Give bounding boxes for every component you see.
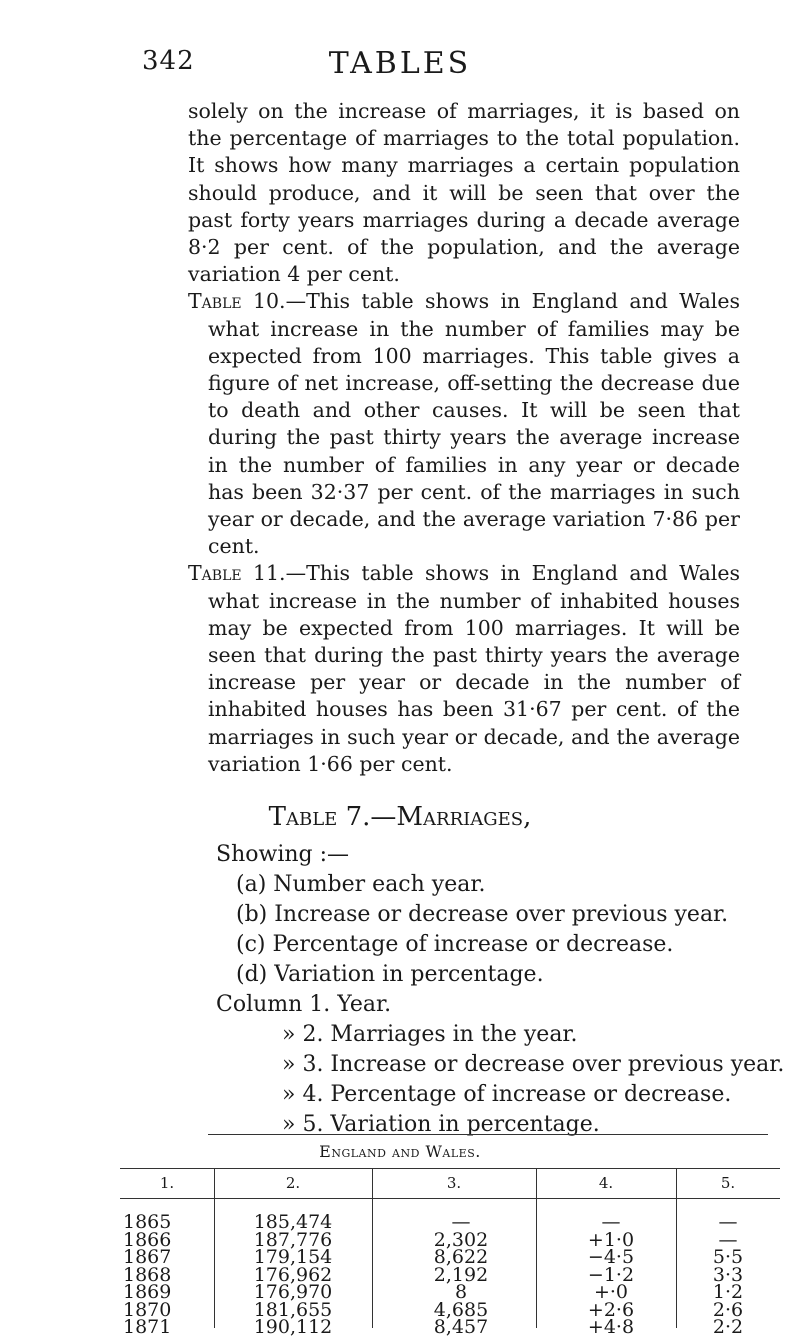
table-cell: 1870	[123, 1298, 172, 1321]
showing-item: (d) Variation in percentage.	[236, 962, 544, 987]
table-10-text: —This table shows in England and Wales what increase in the number of families may be expected from 100 marriages. This table gives a figure of net increase, off-setting the decrease due to death and other causes. It will be seen that during the past thirty years the average increase in the number of families in any year or decade has been 32·37 per cent. of the marriages in such year or decade, and the average variation 7·86 per cent.	[208, 289, 740, 559]
table-description	[216, 840, 785, 1140]
showing-item: (a) Number each year.	[236, 872, 486, 897]
table-11-label: Table 11.	[188, 561, 286, 586]
table-cell: 187,776	[253, 1228, 333, 1251]
column-header: 5.	[720, 1174, 736, 1192]
column-divider	[214, 1168, 215, 1328]
table-cell: 8,457	[433, 1316, 489, 1338]
table-cell: 179,154	[253, 1246, 333, 1268]
table-11-text: —This table shows in England and Wales what increase in the number of inhabited houses may be expected from 100 marriages. It will be seen that during the past thirty years the average increase per year or decade in the number of inhabited houses has been 31·67 per cent. of the marriages in such year or decade, and the average variation 1·66 per cent.	[208, 561, 740, 776]
increase-column	[396, 1211, 526, 1338]
table-cell: +4·8	[587, 1316, 635, 1338]
column-divider	[536, 1168, 537, 1328]
header-bottom-rule	[120, 1198, 780, 1199]
year-column	[123, 1211, 183, 1338]
column-header: 4.	[598, 1174, 614, 1192]
table-cell: 176,970	[253, 1281, 333, 1303]
table-cell: 190,112	[253, 1316, 333, 1338]
showing-item: (b) Increase or decrease over previous year.	[236, 902, 729, 927]
column-header: 1.	[159, 1174, 175, 1192]
percentage-column	[556, 1211, 666, 1338]
page-number: 342	[142, 46, 195, 76]
table-cell: 181,655	[253, 1298, 333, 1321]
table-10-label: Table 10.	[188, 289, 286, 314]
table-cell: 1865	[123, 1211, 172, 1233]
body-text	[188, 98, 740, 778]
table-cell: —	[601, 1211, 621, 1233]
table-cell: 2·6	[712, 1298, 744, 1321]
column-desc: » 3. Increase or decrease over previous year.	[282, 1052, 785, 1077]
marriages-column	[238, 1211, 348, 1338]
column-desc: » 4. Percentage of increase or decrease.	[282, 1082, 732, 1107]
table-cell: 2,192	[433, 1263, 489, 1286]
table-cell: 8,622	[433, 1246, 489, 1268]
paragraph-table-11	[188, 560, 740, 778]
table-cell: 1·2	[712, 1281, 744, 1303]
table-cell: 2·2	[712, 1316, 744, 1338]
column-header: 2.	[285, 1174, 301, 1192]
table-cell: 1869	[123, 1281, 172, 1303]
table-region: England and Wales.	[319, 1142, 481, 1161]
table-cell: 1868	[123, 1263, 172, 1286]
table-cell: —	[718, 1211, 738, 1233]
table-cell: 2,302	[433, 1228, 489, 1251]
table-cell: —	[451, 1211, 471, 1233]
showing-item: (c) Percentage of increase or decrease.	[236, 932, 674, 957]
table-cell: +·0	[593, 1281, 629, 1303]
table-cell: 3·3	[712, 1263, 744, 1286]
table-cell: −1·2	[587, 1263, 635, 1286]
paragraph-table-10	[188, 288, 740, 560]
table-top-rule	[208, 1134, 768, 1135]
table-cell: 8	[454, 1281, 468, 1303]
table-cell: +1·0	[587, 1228, 635, 1251]
table-title: Table 7.—Marriages,	[268, 802, 532, 832]
table-cell: —	[718, 1228, 738, 1251]
table-cell: +2·6	[587, 1298, 635, 1321]
columns-intro: Column 1. Year.	[216, 992, 392, 1017]
showing-label: Showing :—	[216, 842, 350, 867]
table-cell: 1871	[123, 1316, 172, 1338]
header-top-rule	[120, 1168, 780, 1169]
table-cell: 1867	[123, 1246, 172, 1268]
page-header	[0, 46, 800, 86]
column-desc: » 5. Variation in percentage.	[282, 1112, 600, 1137]
column-header: 3.	[446, 1174, 462, 1192]
column-divider	[372, 1168, 373, 1328]
table-cell: 176,962	[253, 1263, 333, 1286]
column-desc: » 2. Marriages in the year.	[282, 1022, 578, 1047]
table-cell: 4,685	[433, 1298, 489, 1321]
variation-column	[683, 1211, 773, 1338]
table-cell: 5·5	[712, 1246, 744, 1268]
table-cell: 185,474	[253, 1211, 333, 1233]
paragraph-intro: solely on the increase of marriages, it is based on the percentage of marriages to the total population. It shows how many marriages a certain population should produce, and it will be seen that over the past forty years marriages during a decade average 8·2 per cent. of the population, and the average variation 4 per cent.	[188, 99, 740, 287]
running-title: TABLES	[328, 46, 472, 81]
table-cell: 1866	[123, 1228, 172, 1251]
column-divider	[676, 1168, 677, 1328]
table-cell: −4·5	[587, 1246, 635, 1268]
